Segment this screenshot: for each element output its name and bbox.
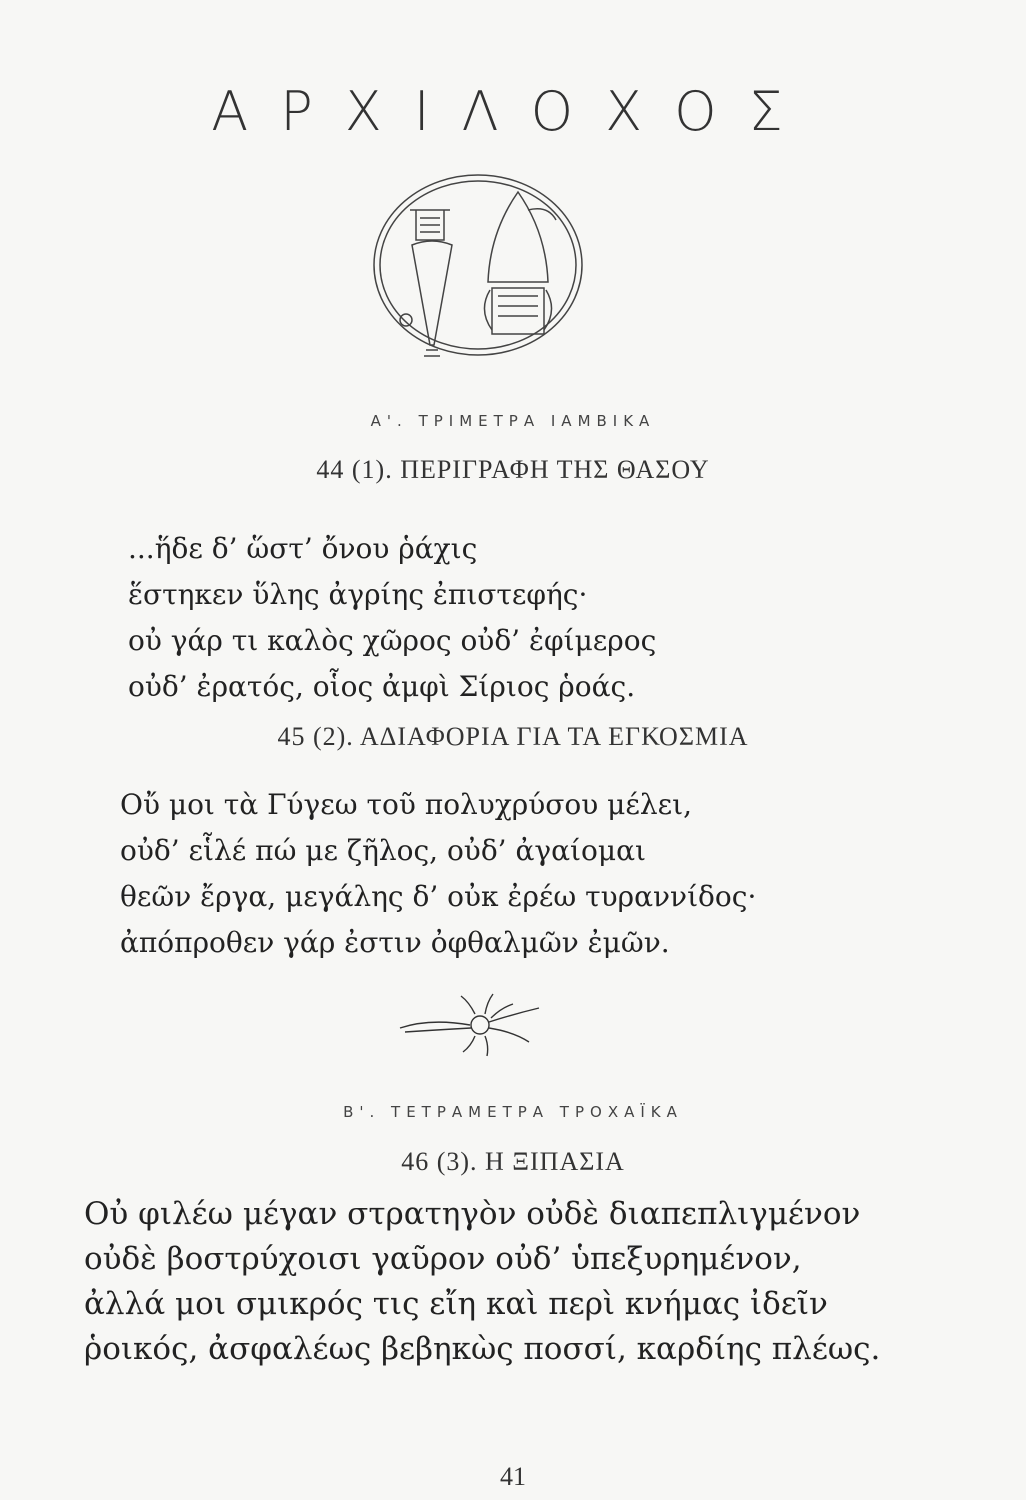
section-b-title: Β'. ΤΕΤΡΑΜΕΤΡΑ ΤΡΟΧΑΪΚΑ [343, 1103, 683, 1121]
poem-line: ῥοικός, ἀσφαλέως βεβηκὼς ποσσί, καρδίης πλέως. [84, 1331, 881, 1367]
poem-line: οὐδ’ εἷλέ πώ με ζῆλος, οὐδ’ ἀγαίομαι [120, 834, 646, 867]
poem-line: οὐδ’ ἐρατός, οἷος ἀμφὶ Σίριος ῥοάς. [128, 670, 636, 703]
page-title: ΑΡΧΙΛΟΧΟΣ [211, 80, 815, 143]
poem-44-text [128, 526, 656, 710]
page-number: 41 [500, 1462, 526, 1491]
poem-line: θεῶν ἔργα, μεγάλης δ’ οὐκ ἐρέω τυραννίδος· [120, 880, 757, 913]
poem-line: ἕστηκεν ὕλης ἀγρίης ἐπιστεφής· [128, 578, 588, 611]
poem-line: ...ἥδε δ’ ὥστ’ ὄνου ῥάχις [128, 532, 478, 565]
poem-45-heading: 45 (2). ΑΔΙΑΦΟΡΙΑ ΓΙΑ ΤΑ ΕΓΚΟΣΜΙΑ [277, 722, 749, 751]
poem-45-text [120, 782, 756, 966]
section-a-title: Α'. ΤΡΙΜΕΤΡΑ ΙΑΜΒΙΚΑ [370, 412, 656, 430]
poem-line: οὐδὲ βοστρύχοισι γαῦρον οὐδ’ ὑπεξυρημένον, [84, 1241, 802, 1277]
poem-line: οὐ γάρ τι καλὸς χῶρος οὐδ’ ἐφίμερος [128, 624, 657, 657]
poem-46-text [84, 1192, 880, 1372]
poem-46-heading: 46 (3). Η ΞΙΠΑΣΙΑ [401, 1147, 625, 1176]
sun-ornament-icon [395, 990, 545, 1060]
poem-line: ἀπόπροθεν γάρ ἐστιν ὀφθαλμῶν ἐμῶν. [120, 926, 670, 959]
poem-line: Οὔ μοι τὰ Γύγεω τοῦ πολυχρύσου μέλει, [120, 788, 693, 821]
poem-44-heading: 44 (1). ΠΕΡΙΓΡΑΦΗ ΤΗΣ ΘΑΣΟΥ [316, 455, 710, 484]
coin-amphora-drawing-icon [368, 170, 588, 370]
poem-line: Οὐ φιλέω μέγαν στρατηγὸν οὐδὲ διαπεπλιγμένον [84, 1196, 861, 1232]
poem-line: ἀλλά μοι σμικρός τις εἴη καὶ περὶ κνήμας ἰδεῖν [84, 1286, 828, 1322]
